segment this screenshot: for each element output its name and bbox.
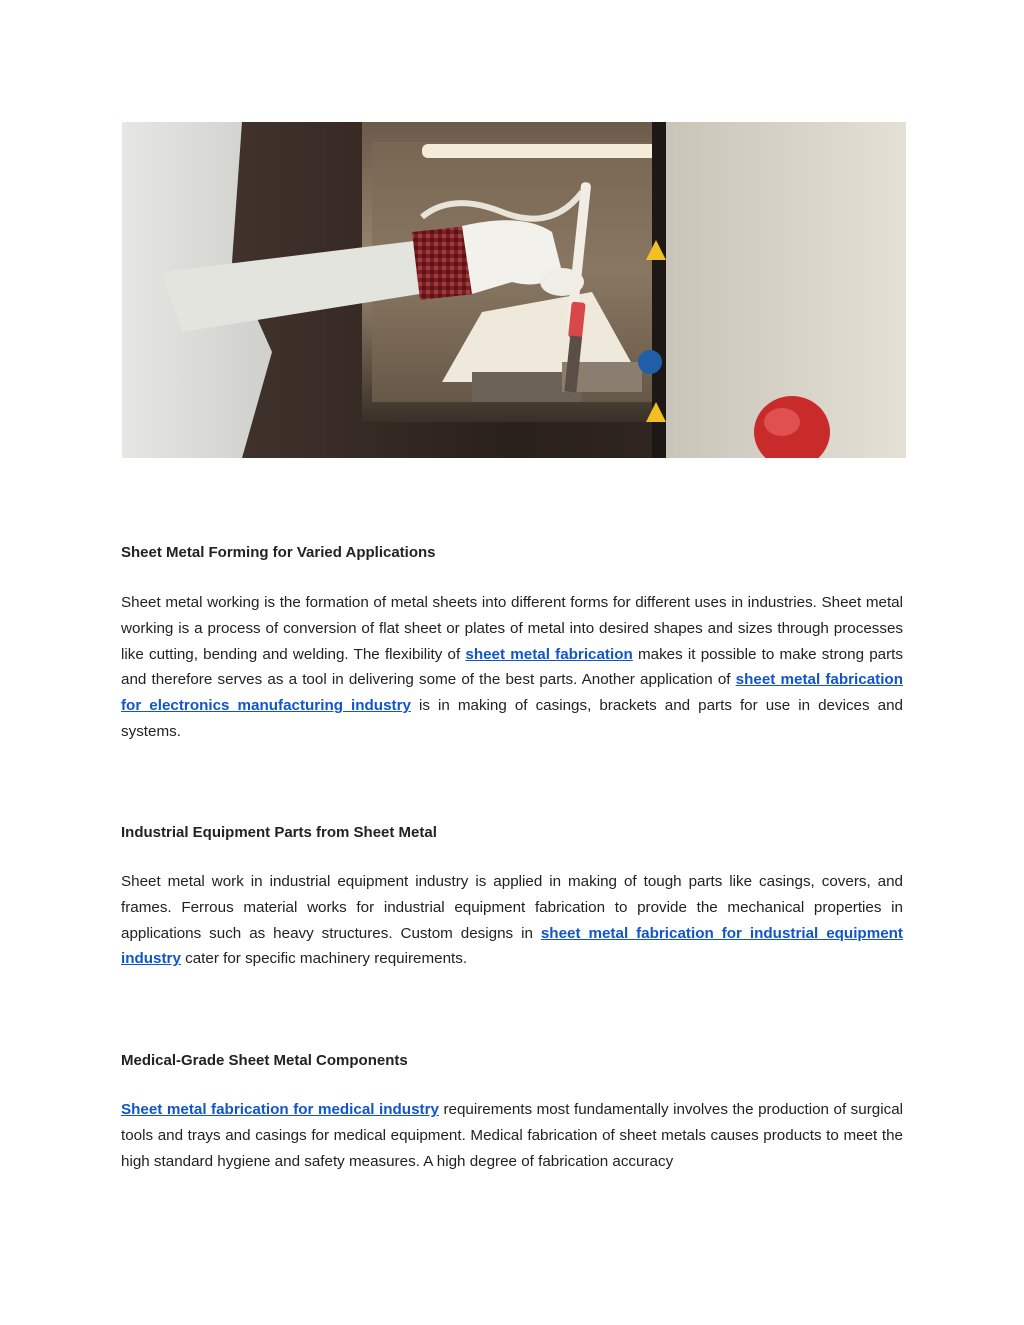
- body-text: is in making of casings, brackets and parts for use in devices and systems.: [121, 697, 903, 740]
- link-sheet-metal-fabrication[interactable]: sheet metal fabrication: [465, 645, 633, 663]
- section-heading-medical: Medical-Grade Sheet Metal Components: [121, 1052, 408, 1069]
- body-text: Sheet metal working is the formation of metal sheets into different forms for different uses in industries. Sheet metal working is a process of conversion of flat sheet or plates of metal into desired shapes and sizes through processes like cutting, bending and welding. The flexibility of: [121, 594, 903, 663]
- body-text: makes it possible to make strong parts and therefore serves as a tool in delivering some of the best parts. Another application of: [121, 645, 903, 689]
- section-heading-industrial: Industrial Equipment Parts from Sheet Metal: [121, 824, 437, 841]
- section-body-medical: [121, 1097, 903, 1174]
- body-text: Sheet metal work in industrial equipment industry is applied in making of tough parts like casings, covers, and frames. Ferrous material works for industrial equipment fabrication to provide the mechanical properties in applications such as heavy structures. Custom designs in: [121, 873, 903, 942]
- section-body-industrial: [121, 869, 903, 972]
- link-industrial-equipment[interactable]: sheet metal fabrication for industrial equipment industry: [121, 924, 903, 968]
- link-electronics-manufacturing[interactable]: sheet metal fabrication for electronics manufacturing industry: [121, 671, 903, 715]
- body-text: cater for specific machinery requirements.: [180, 950, 468, 968]
- section-heading-forming: Sheet Metal Forming for Varied Applications: [121, 544, 436, 561]
- link-medical-industry[interactable]: Sheet metal fabrication for medical industry: [121, 1101, 439, 1118]
- body-text: requirements most fundamentally involves the production of surgical tools and trays and casings for medical equipment. Medical fabrication of sheet metals causes products to meet the high standard hygiene and safety measures. A high degree of fabrication accuracy: [121, 1101, 904, 1170]
- section-body-forming: [121, 590, 903, 745]
- hero-photo: [122, 122, 906, 458]
